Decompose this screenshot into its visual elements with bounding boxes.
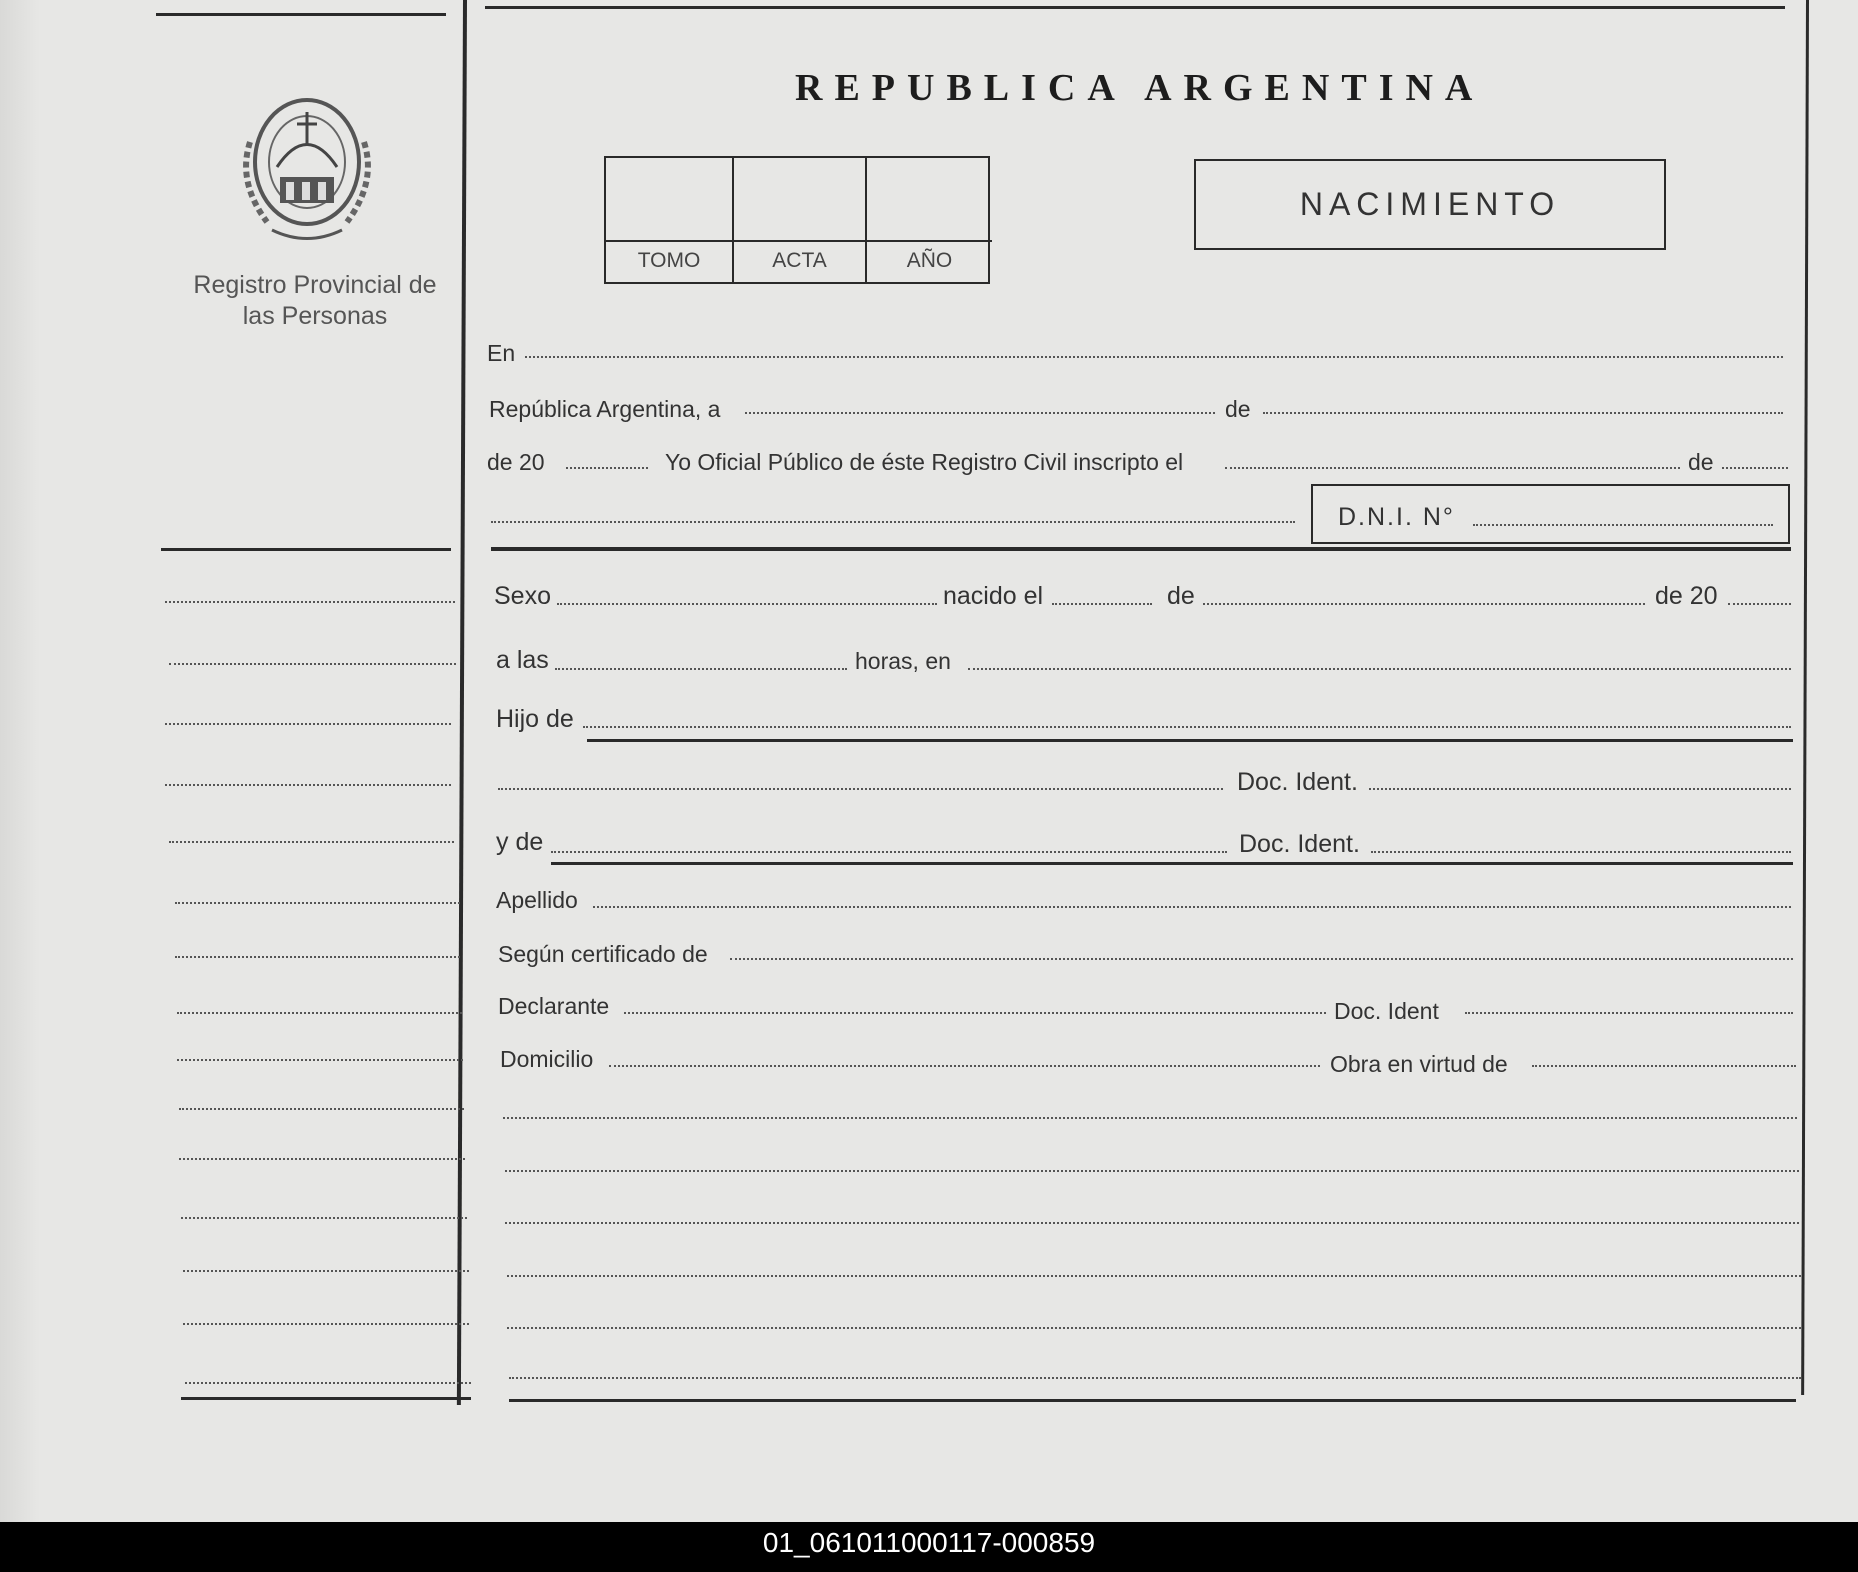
field-dni-number[interactable] <box>1473 524 1773 526</box>
label-horas-en: horas, en <box>855 648 951 674</box>
label-hijo-de: Hijo de <box>496 705 574 733</box>
top-rule-right <box>485 6 1785 9</box>
field-nacido-mes[interactable] <box>1203 603 1645 605</box>
margin-dotted-line <box>169 841 454 843</box>
field-en[interactable] <box>525 356 1783 358</box>
label-doc-ident-3: Doc. Ident <box>1334 998 1439 1024</box>
field-hora[interactable] <box>555 668 847 670</box>
label-y-de: y de <box>496 828 544 856</box>
margin-dotted-line <box>179 1158 465 1160</box>
field-padre-nombre[interactable] <box>583 726 1791 728</box>
notes-line[interactable] <box>509 1377 1801 1379</box>
label-en: En <box>487 340 516 366</box>
field-declarante-doc[interactable] <box>1465 1012 1793 1014</box>
field-year[interactable] <box>566 467 648 469</box>
label-yo-oficial: Yo Oficial Público de éste Registro Civil inscripto el <box>665 449 1184 475</box>
field-madre-doc[interactable] <box>1371 851 1791 853</box>
field-lugar[interactable] <box>968 668 1791 670</box>
notes-line[interactable] <box>503 1117 1797 1119</box>
hijo-de-rule <box>587 739 1793 742</box>
margin-dotted-line <box>181 1217 467 1219</box>
field-day[interactable] <box>745 412 1215 414</box>
main-divider-rule <box>491 547 1791 551</box>
document-title: REPUBLICA ARGENTINA <box>795 67 1485 109</box>
ano-cell[interactable] <box>867 158 992 282</box>
field-obra-en-virtud[interactable] <box>1532 1065 1796 1067</box>
label-de-2: de <box>1688 449 1714 475</box>
dni-box <box>1311 484 1790 544</box>
y-de-rule <box>551 862 1793 865</box>
margin-dotted-line <box>165 601 455 603</box>
label-de-20: de 20 <box>487 449 545 475</box>
field-nacido-anio[interactable] <box>1728 603 1791 605</box>
label-declarante: Declarante <box>498 993 610 1019</box>
label-nacido-el: nacido el <box>943 582 1044 610</box>
margin-dotted-line <box>183 1323 469 1325</box>
label-doc-ident-2: Doc. Ident. <box>1239 830 1360 858</box>
margin-dotted-line <box>165 723 451 725</box>
page-edge-shadow <box>0 0 40 1522</box>
image-footer-bar <box>0 1522 1858 1572</box>
top-rule-left <box>156 13 446 16</box>
field-domicilio[interactable] <box>609 1065 1320 1067</box>
column-divider <box>457 0 467 1405</box>
label-apellido: Apellido <box>496 887 578 913</box>
field-padre-doc[interactable] <box>1369 788 1791 790</box>
label-sexo: Sexo <box>494 582 551 610</box>
label-a-las: a las <box>496 646 549 674</box>
field-certificado[interactable] <box>730 958 1793 960</box>
record-number-box <box>604 156 990 284</box>
margin-dotted-line <box>177 1059 463 1061</box>
field-nacido-dia[interactable] <box>1052 603 1152 605</box>
label-doc-ident-1: Doc. Ident. <box>1237 768 1358 796</box>
field-padre-continuacion[interactable] <box>498 788 1223 790</box>
margin-dotted-line <box>183 1270 469 1272</box>
margin-dotted-line <box>175 902 460 904</box>
field-apellido[interactable] <box>593 906 1791 908</box>
provincial-seal-emblem <box>232 82 382 252</box>
label-segun-certificado: Según certificado de <box>498 941 708 967</box>
notes-line[interactable] <box>505 1170 1799 1172</box>
label-de-3: de <box>1167 582 1195 610</box>
label-de-1: de <box>1225 396 1251 422</box>
margin-dotted-line <box>177 1012 462 1014</box>
tomo-label: TOMO <box>606 240 732 282</box>
notes-line[interactable] <box>505 1222 1799 1224</box>
field-sexo[interactable] <box>557 603 937 605</box>
image-code: 01_061011000117-000859 <box>762 1527 1096 1558</box>
notes-line[interactable] <box>507 1275 1801 1277</box>
field-inscripto-mes[interactable] <box>1722 467 1788 469</box>
tomo-cell[interactable] <box>606 158 734 282</box>
document-type-box: NACIMIENTO <box>1194 159 1666 250</box>
right-border <box>1801 0 1809 1395</box>
label-domicilio: Domicilio <box>500 1046 594 1072</box>
field-madre-nombre[interactable] <box>551 851 1227 853</box>
margin-dotted-line <box>185 1382 471 1384</box>
ano-label: AÑO <box>867 240 992 282</box>
field-declarante[interactable] <box>624 1012 1326 1014</box>
label-de-20-b: de 20 <box>1655 582 1718 610</box>
label-dni: D.N.I. N° <box>1338 503 1455 531</box>
acta-label: ACTA <box>734 240 865 282</box>
bottom-rule <box>509 1399 1796 1402</box>
field-month[interactable] <box>1263 412 1783 414</box>
margin-dotted-line <box>175 956 460 958</box>
label-obra-en-virtud: Obra en virtud de <box>1330 1051 1508 1077</box>
left-bottom-rule <box>181 1397 471 1400</box>
margin-dotted-line <box>169 663 456 665</box>
notes-line[interactable] <box>507 1327 1801 1329</box>
left-divider-rule <box>161 548 451 551</box>
acta-cell[interactable] <box>734 158 867 282</box>
margin-dotted-line <box>165 784 451 786</box>
field-inscripto-nombre[interactable] <box>491 521 1295 523</box>
margin-dotted-line <box>179 1108 464 1110</box>
label-republica-a: República Argentina, a <box>489 396 721 422</box>
field-inscripto-el[interactable] <box>1225 467 1680 469</box>
registry-name: Registro Provincial de las Personas <box>193 271 437 330</box>
